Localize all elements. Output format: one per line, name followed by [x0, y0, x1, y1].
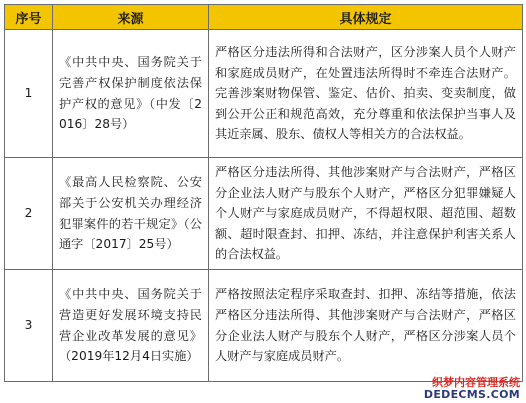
row-source: 《中共中央、国务院关于完善产权保护制度依法保护产权的意见》（中发〔2016〕28号） — [53, 30, 209, 158]
row-source: 《最高人民检察院、公安部关于公安机关办理经济犯罪案件的若干规定》（公通字〔2017〕25号） — [53, 158, 209, 270]
row-source: 《中共中央、国务院关于营造更好发展环境支持民营企业改革发展的意见》（2019年12月4日实施） — [53, 270, 209, 382]
header-number: 序号 — [5, 5, 53, 30]
table-header-row — [5, 5, 523, 30]
row-rule: 严格区分违法所得和合法财产，区分涉案人员个人财产和家庭成员财产，在处置违法所得时不牵连合法财产。完善涉案财物保管、鉴定、估价、拍卖、变卖制度，做到公开公正和规范高效，充分尊重和依法保护当事人及其近亲属、股东、债权人等相关方的合法权益。 — [209, 30, 523, 158]
table-row — [5, 158, 523, 270]
regulations-table — [4, 4, 523, 382]
row-number: 3 — [5, 270, 53, 382]
watermark-title: 织梦内容管理系统 — [432, 376, 520, 389]
row-rule: 严格区分违法所得、其他涉案财产与合法财产，严格区分企业法人财产与股东个人财产，严格区分犯罪嫌疑人个人财产与家庭成员财产，不得超权限、超范围、超数额、超时限查封、扣押、冻结，并注意保护利害关系人的合法权益。 — [209, 158, 523, 270]
row-rule: 严格按照法定程序采取查封、扣押、冻结等措施，依法严格区分违法所得、其他涉案财产与合法财产，严格区分企业法人财产与股东个人财产，严格区分涉案人员个人财产与家庭成员财产。 — [209, 270, 523, 382]
watermark-domain: DEDECMS.COM — [423, 388, 520, 401]
table-row — [5, 30, 523, 158]
row-number: 1 — [5, 30, 53, 158]
table-row — [5, 270, 523, 382]
header-source: 来源 — [53, 5, 209, 30]
header-rule: 具体规定 — [209, 5, 523, 30]
row-number: 2 — [5, 158, 53, 270]
